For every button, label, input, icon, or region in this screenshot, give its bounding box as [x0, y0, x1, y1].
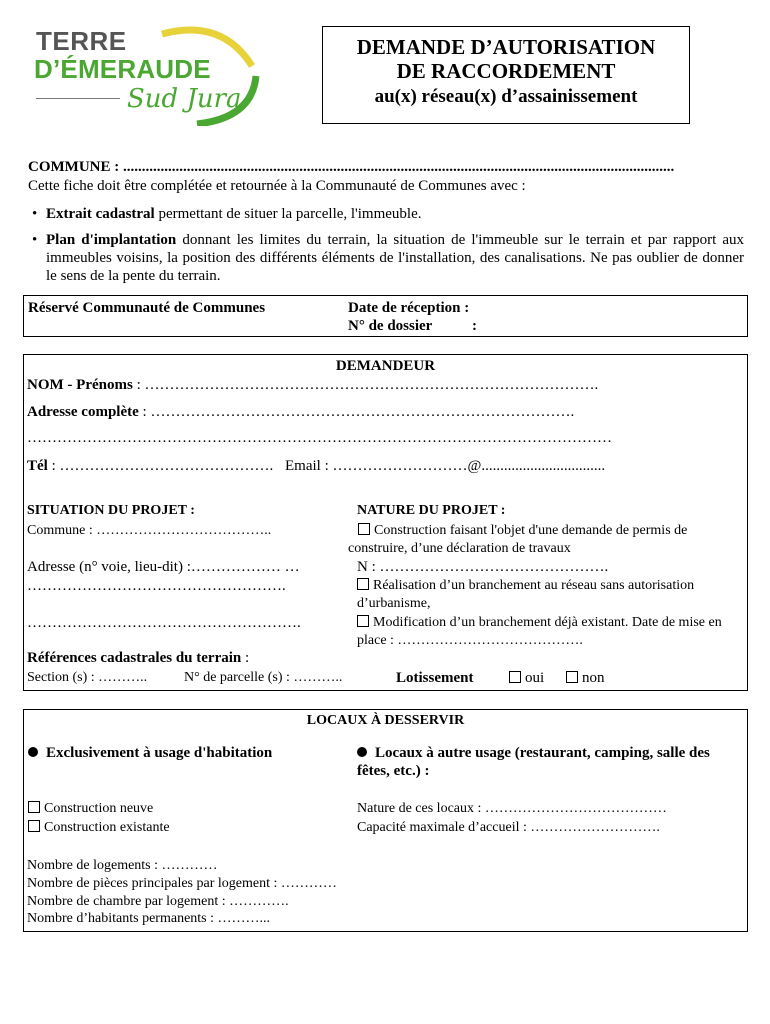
nature3-text: Modification d’un branchement déjà existant. Date de mise en place : ………………………………….	[357, 615, 722, 648]
cadastre-label: Références cadastrales du terrain	[27, 650, 242, 666]
nature-option-modification[interactable]	[357, 614, 743, 650]
title-line3: au(x) réseau(x) d’assainissement	[374, 86, 638, 107]
lotissement-label: Lotissement	[396, 670, 474, 686]
logo-line3: Sud Jura	[127, 84, 242, 114]
situation-heading: SITUATION DU PROJET :	[27, 503, 195, 518]
nature1-text: Construction faisant l'objet d'une demande de permis de construire, d’une déclaration de travaux	[348, 523, 688, 556]
nature-locaux-field[interactable]: Nature de ces locaux : …………………………………	[357, 801, 667, 816]
autre-usage-option[interactable]	[357, 744, 737, 780]
construction-neuve-option[interactable]	[28, 800, 153, 818]
bullet2-rest: donnant les limites du terrain, la situation de l'immeuble sur le terrain et par rapport aux immeubles voisins, la position des différents éléments de l'installation, des canalisations. Ne pas oublier de donner le sens de la pente du terrain.	[46, 232, 744, 284]
demandeur-heading: DEMANDEUR	[335, 358, 436, 374]
date-reception-label: Date de réception :	[348, 300, 470, 316]
capacite-field[interactable]: Capacité maximale d’accueil : ……………………….	[357, 820, 660, 835]
construction-existante-label: Construction existante	[44, 820, 170, 835]
situation-dots1[interactable]: …………………………………………….	[27, 578, 286, 594]
adresse-line2[interactable]: ………………………………………………………………………………………………………	[27, 430, 612, 446]
habitation-option[interactable]	[28, 744, 272, 762]
bullet-icon: •	[32, 232, 38, 248]
non-label: non	[582, 670, 605, 686]
logo-rule	[36, 98, 120, 99]
habitation-label: Exclusivement à usage d'habitation	[46, 745, 273, 761]
nom-field[interactable]	[27, 376, 727, 394]
oui-label: oui	[525, 670, 545, 686]
nb-habitants-field[interactable]: Nombre d’habitants permanents : ………...	[27, 911, 271, 926]
checkbox-icon[interactable]	[566, 671, 578, 683]
bullet2-bold: Plan d'implantation	[46, 232, 177, 248]
adresse-field[interactable]	[27, 403, 727, 421]
checkbox-icon[interactable]	[358, 523, 370, 535]
situation-adresse[interactable]: Adresse (n° voie, lieu-dit) :……………… …	[27, 559, 300, 575]
nb-logements-field[interactable]: Nombre de logements : …………	[27, 858, 218, 873]
bullet1-rest: permettant de situer la parcelle, l'immeuble.	[154, 206, 422, 222]
nom-label: NOM - Prénoms	[27, 377, 133, 393]
cadastre-colon: :	[241, 650, 250, 666]
checkbox-icon[interactable]	[357, 578, 369, 590]
dossier-colon: :	[472, 318, 477, 334]
email-dots: : ………………………@.................................	[320, 458, 606, 474]
intro-text: Cette fiche doit être complétée et retournée à la Communauté de Communes avec :	[28, 178, 526, 194]
title-line1: DEMANDE D’AUTORISATION	[356, 35, 656, 59]
locaux-box	[23, 709, 748, 932]
reserve-label: Réservé Communauté de Communes	[28, 300, 266, 316]
nb-chambres-field[interactable]: Nombre de chambre par logement : ………….	[27, 894, 289, 909]
commune-field[interactable]	[28, 158, 748, 176]
autre-label: Locaux à autre usage (restaurant, camping, salle des fêtes, etc.) :	[357, 745, 710, 779]
construction-existante-option[interactable]	[28, 819, 170, 837]
checkbox-icon[interactable]	[28, 820, 40, 832]
construction-neuve-label: Construction neuve	[44, 801, 154, 816]
tel-dots: : …………………………………….	[47, 458, 278, 474]
bullet-icon: •	[32, 206, 38, 222]
adresse-label: Adresse complète	[27, 404, 139, 420]
bullet-dot-icon	[28, 747, 38, 757]
title-box	[322, 26, 690, 124]
checkbox-icon[interactable]	[28, 801, 40, 813]
nature2-text: Réalisation d’un branchement au réseau sans autorisation d’urbanisme,	[357, 578, 695, 611]
bullet-dot-icon	[357, 747, 367, 757]
bullet-cadastral	[32, 205, 746, 223]
checkbox-icon[interactable]	[509, 671, 521, 683]
title-line2: DE RACCORDEMENT	[396, 59, 616, 83]
terre-emeraude-logo	[34, 26, 264, 126]
lotissement-non[interactable]	[566, 669, 605, 687]
cadastre-field	[27, 649, 249, 667]
email-label: Email	[285, 458, 321, 474]
bullet1-bold: Extrait cadastral	[46, 206, 155, 222]
nature1-number[interactable]: N : ……………………………………….	[357, 559, 609, 575]
logo-line1: TERRE	[36, 26, 127, 56]
nature-heading: NATURE DU PROJET :	[357, 503, 506, 518]
parcelle-field[interactable]: N° de parcelle (s) : ………..	[184, 670, 343, 685]
lotissement-oui[interactable]	[509, 669, 544, 687]
situation-commune[interactable]: Commune : ………………………………..	[27, 523, 272, 538]
nb-pieces-field[interactable]: Nombre de pièces principales par logement : …………	[27, 876, 337, 891]
section-field[interactable]: Section (s) : ………..	[27, 670, 148, 685]
situation-dots2[interactable]: ……………………………………………….	[27, 615, 301, 631]
nature-option-realisation[interactable]	[357, 577, 737, 613]
nom-dots: : ……………………………………………………………………………….	[132, 377, 599, 393]
dossier-label: N° de dossier	[348, 318, 433, 334]
locaux-heading: LOCAUX À DESSERVIR	[306, 713, 465, 728]
contact-field[interactable]	[27, 457, 737, 475]
nature-option-construction[interactable]	[348, 522, 742, 558]
commune-label: COMMUNE :	[28, 159, 123, 175]
checkbox-icon[interactable]	[357, 615, 369, 627]
reserve-box	[23, 295, 748, 337]
demandeur-box	[23, 354, 748, 691]
bullet-plan	[32, 231, 744, 285]
commune-dots: ...................................................................................................................................................	[122, 159, 675, 175]
logo-line2: D’ÉMERAUDE	[34, 54, 211, 84]
adresse-dots: : ………………………………………………………………………….	[138, 404, 575, 420]
tel-label: Tél	[27, 458, 48, 474]
